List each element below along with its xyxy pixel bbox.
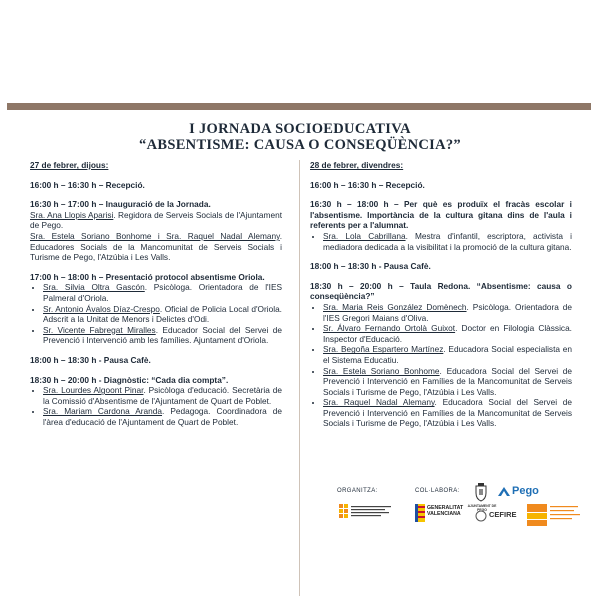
speaker-name: Sra. Lourdes Algoont Pinar <box>43 385 144 396</box>
day2-column <box>310 160 572 438</box>
speaker-name: Sra. Estela Soriano Bonhome i Sra. Raquel Nadal Alemany <box>30 230 280 241</box>
cefire-circle-icon <box>475 510 487 522</box>
speaker-entry <box>43 385 282 406</box>
day2-session-reception <box>310 180 572 191</box>
speaker-list <box>30 282 282 346</box>
generalitat-logo <box>415 504 465 526</box>
pego-wordmark: Pego <box>512 485 539 497</box>
event-title: I JORNADA SOCIOEDUCATIVA <box>189 121 411 137</box>
speaker-entry <box>323 323 572 344</box>
session-heading: 17:00 h – 18:00 h – Presentació protocol absentisme Oriola. <box>30 271 265 282</box>
crest-icon <box>473 482 489 504</box>
session-heading: 16:30 h – 17:00 h – Inauguració de la Jornada. <box>30 199 211 210</box>
top-accent-bar <box>7 103 591 110</box>
speaker-role: . Psicòloga d'educació. Secretària de la Comissió d'Absentisme de l'Ajuntament de Quart de Poblet. <box>43 385 282 406</box>
speaker-entry <box>30 231 282 263</box>
speaker-name: Sra. Lola Cabrillana <box>323 230 406 241</box>
day1-column <box>30 160 282 436</box>
day1-session-diagnosis <box>30 375 282 428</box>
speaker-list <box>30 385 282 427</box>
speaker-name: Sra. Raquel Nadal Alemany <box>323 397 435 408</box>
speaker-name: Sra. Mariam Cardona Aranda <box>43 406 163 417</box>
organitza-label: ORGANITZA: <box>337 488 378 494</box>
program-logo <box>527 504 583 526</box>
day1-session-opening <box>30 199 282 263</box>
speaker-name: Sra. Maria Reis González Domènech <box>323 301 467 312</box>
session-heading: 18:00 h – 18:30 h - Pausa Cafè. <box>310 261 431 272</box>
speaker-role: . Psicòloga. Orientadora de l'IES Palmeral d'Oriola. <box>43 282 283 303</box>
speaker-role: . Pedagoga. Coordinadora de l'àrea d'educació de l'Ajuntament de Quart de Poblet. <box>43 406 282 427</box>
day2-heading: 28 de febrer, divendres: <box>310 160 404 170</box>
ajuntament-label: AJUNTAMENT DE PEGO <box>467 504 497 512</box>
speaker-list <box>310 302 572 429</box>
speaker-entry <box>323 366 572 398</box>
pego-mark-icon <box>497 486 511 498</box>
speaker-role: . Educadora Social del Servei de Prevenció i Intervenció en Famílies de la Mancomunitat de Serveis Socials i Turisme de Pego, l'Atzúbia i Les Valls. <box>323 397 572 429</box>
speaker-entry <box>43 304 282 325</box>
session-heading: 16:00 h – 16:30 h – Recepció. <box>30 179 145 190</box>
speaker-role: . Psicòloga. Orientadora de l'IES Gregori Maians d'Oliva. <box>323 301 572 323</box>
program-logo-icon <box>527 504 583 526</box>
pego-logo <box>497 486 547 500</box>
session-heading: 18:30 h – 20:00 h – Taula Redona. “Absentisme: causa o conseqüència?” <box>310 280 572 302</box>
speaker-role: . Mestra d'infantil, escriptora, activista i mediadora dedicada a la visibilitat i la promoció de la cultura gitana. <box>323 230 572 252</box>
speaker-entry <box>43 406 282 427</box>
generalitat-wordmark: GENERALITAT VALENCIANA <box>427 505 464 517</box>
column-divider <box>299 160 300 596</box>
speaker-role: . Educadores Socials de la Mancomunitat de Serveis Socials i Turisme de Pego, l'Atzúbia i Les Valls. <box>30 230 282 263</box>
speaker-name: Sr. Antonio Ávalos Díaz-Crespo <box>43 303 160 314</box>
speaker-name: Sr. Vicente Fabregat Miralles <box>43 324 156 335</box>
speaker-role: . Educador Social del Servei de Prevenció i Intervenció amb les famílies. Ajuntament d'Oriola. <box>43 324 283 346</box>
speaker-role: . Oficial de Policia Local d'Oriola. Adscrit a la Unitat de Menors i Delictes d'Odi. <box>43 303 282 325</box>
speaker-name: Sra. Estela Soriano Bonhome <box>323 365 440 376</box>
speaker-name: Sra. Silvia Oltra Gascón <box>43 282 145 293</box>
day1-session-coffee <box>30 355 282 366</box>
generalitat-flag-icon <box>415 504 425 522</box>
day2-session-coffee <box>310 261 572 272</box>
session-heading: 16:00 h – 16:30 h – Recepció. <box>310 179 425 190</box>
mancomunitat-logo <box>339 501 399 525</box>
speaker-name: Sr. Álvaro Fernando Ortolà Guixot <box>323 323 456 334</box>
speaker-name: Sra. Begoña Espartero Martínez <box>323 344 444 355</box>
session-heading: 16:30 h – 18:00 h – Per què es produïx el fracàs escolar i l'absentisme. Importància de la cultura gitana dins de l'aula i referents per a l'alumnat. <box>310 199 572 231</box>
speaker-entry <box>43 282 282 303</box>
speaker-entry <box>323 302 572 323</box>
speaker-role: . Educadora Social especialista en el Sistema Educatiu. <box>323 344 572 365</box>
speaker-entry <box>30 210 282 231</box>
day2-session-failure <box>310 199 572 252</box>
event-subtitle: “ABSENTISME: CAUSA O CONSEQÜÈNCIA?” <box>139 137 461 153</box>
session-heading: 18:30 h – 20:00 h - Diagnòstic: “Cada dia compta”. <box>30 374 229 385</box>
speaker-list <box>310 231 572 252</box>
day2-session-roundtable <box>310 281 572 429</box>
cefire-wordmark: CEFIRE <box>489 510 517 519</box>
day1-session-reception <box>30 180 282 191</box>
speaker-entry <box>323 397 572 429</box>
speaker-role: . Regidora de Serveis Socials de l'Ajuntament de Pego. <box>30 209 282 231</box>
speaker-role: . Educadora Social del Servei de Prevenció i Intervenció en Famílies de la Mancomunitat de Serveis Socials i Turisme de Pego, l'Atzúbia i Les Valls. <box>323 365 572 397</box>
cefire-logo <box>475 508 519 524</box>
collabora-label: COL·LABORA: <box>415 488 460 494</box>
speaker-entry <box>323 344 572 365</box>
speaker-entry <box>323 231 572 252</box>
sponsor-area <box>333 485 595 598</box>
day1-session-protocol <box>30 272 282 346</box>
speaker-entry <box>43 325 282 346</box>
session-heading: 18:00 h – 18:30 h - Pausa Cafè. <box>30 354 151 365</box>
ajuntament-crest <box>473 482 489 504</box>
speaker-name: Sra. Ana Llopis Aparisi <box>30 209 114 220</box>
day1-heading: 27 de febrer, dijous: <box>30 160 109 170</box>
speaker-role: . Doctor en Filologia Clàssica. Inspector d'Educació. <box>323 323 572 344</box>
mancomunitat-logo-icon <box>339 501 399 525</box>
